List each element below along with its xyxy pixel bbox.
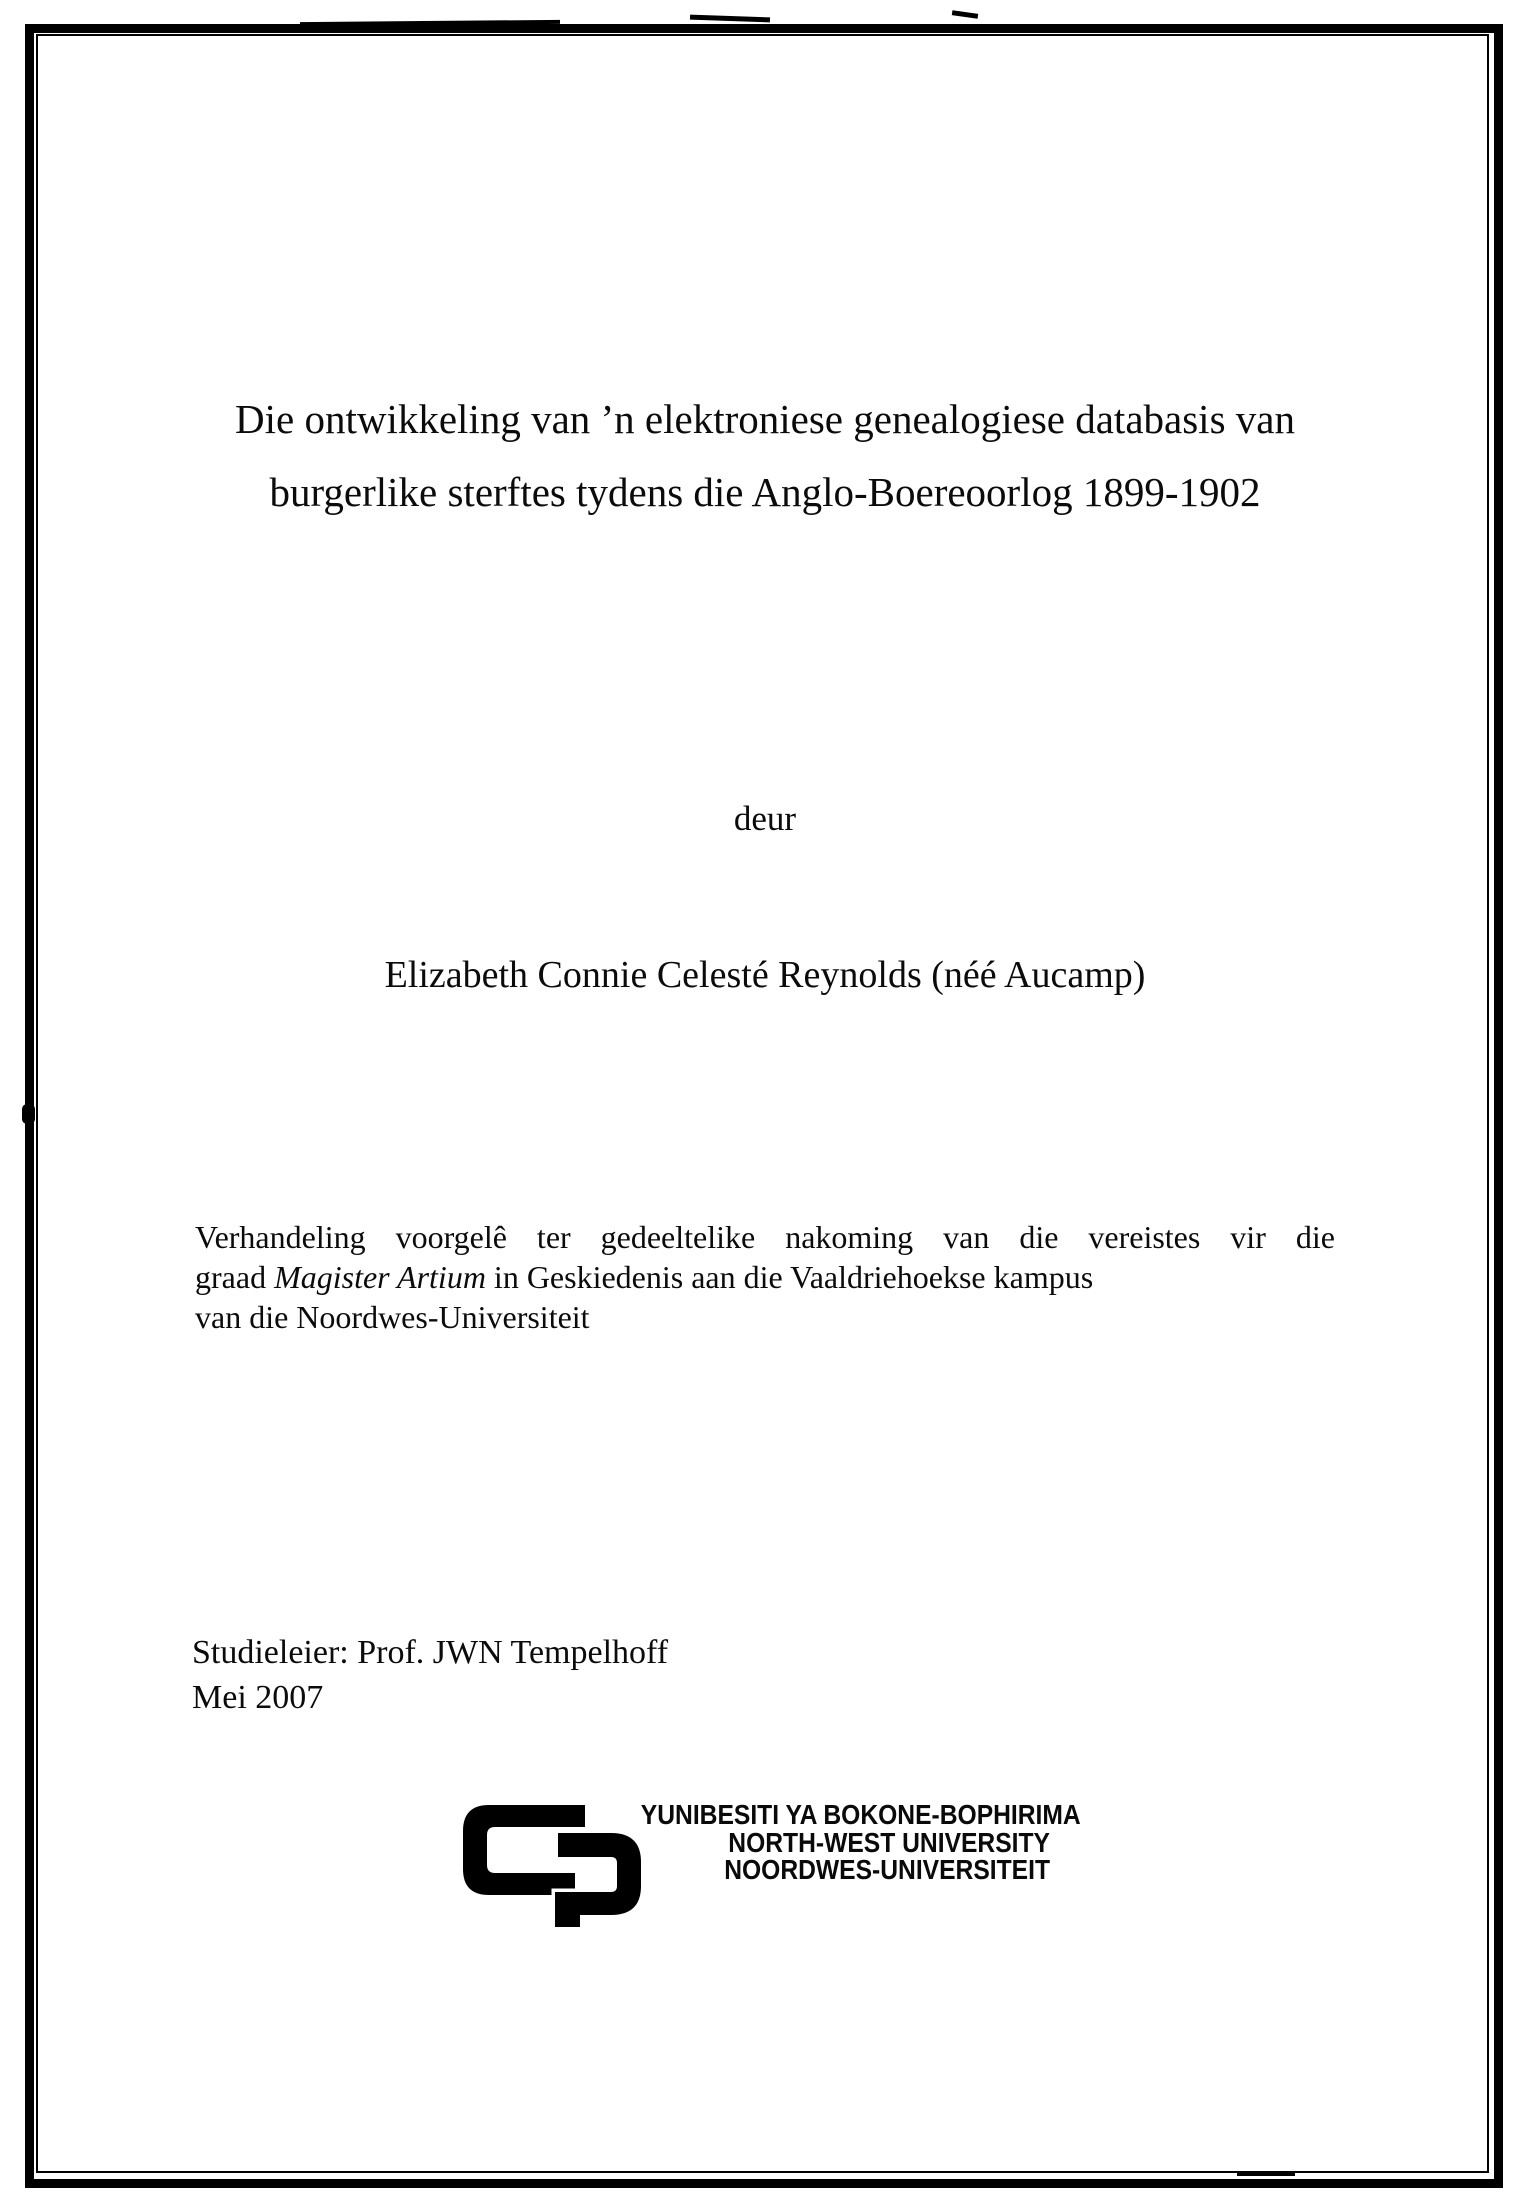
thesis-statement-word: die	[1019, 1219, 1059, 1255]
thesis-statement-word: vir	[1230, 1219, 1266, 1255]
author-name: Elizabeth Connie Celesté Reynolds (néé Aucamp)	[384, 954, 1146, 996]
thesis-statement-word: ter	[536, 1219, 571, 1255]
university-name-english: NORTH-WEST UNIVERSITY	[728, 1826, 1050, 1858]
thesis-statement-line-3: van die Noordwes-Universiteit	[195, 1299, 590, 1335]
degree-text-post: in Geskiedenis aan die Vaaldriehoekse kampus	[485, 1259, 1094, 1295]
thesis-statement-line-2	[195, 1257, 1335, 1297]
thesis-title-line-2: burgerlike sterftes tydens die Anglo-Boereoorlog 1899-1902	[269, 469, 1261, 515]
university-name-block	[585, 1799, 1081, 1885]
thesis-statement-word: vereistes	[1088, 1219, 1201, 1255]
thesis-title-line-1: Die ontwikkeling van ’n elektroniese genealogiese databasis van	[235, 396, 1295, 442]
scan-artifact	[22, 1104, 35, 1124]
university-name-setswana: YUNIBESITI YA BOKONE-BOPHIRIMA	[640, 1799, 1081, 1830]
degree-text-pre: graad	[195, 1259, 275, 1295]
thesis-statement-word: Verhandeling	[195, 1219, 366, 1255]
thesis-statement	[195, 1217, 1335, 1337]
supervisor-line: Studieleier: Prof. JWN Tempelhoff	[192, 1634, 669, 1671]
thesis-statement-word: voorgelê	[395, 1219, 507, 1255]
supervisor-block	[192, 1630, 1092, 1720]
scan-artifact	[1237, 2173, 1295, 2176]
university-name-afrikaans: NOORDWES-UNIVERSITEIT	[724, 1854, 1050, 1885]
scan-artifact	[952, 10, 978, 19]
scan-artifact	[690, 15, 770, 23]
thesis-statement-word: die	[1295, 1219, 1335, 1255]
date-line: Mei 2007	[192, 1679, 324, 1716]
thesis-statement-word: van	[943, 1219, 990, 1255]
thesis-statement-word: nakoming	[785, 1219, 914, 1255]
byline-label: deur	[733, 799, 797, 838]
thesis-statement-line-1	[195, 1217, 1335, 1257]
degree-name: Magister Artium	[274, 1259, 486, 1295]
thesis-title	[190, 383, 1340, 529]
thesis-statement-word: gedeeltelike	[600, 1219, 756, 1255]
